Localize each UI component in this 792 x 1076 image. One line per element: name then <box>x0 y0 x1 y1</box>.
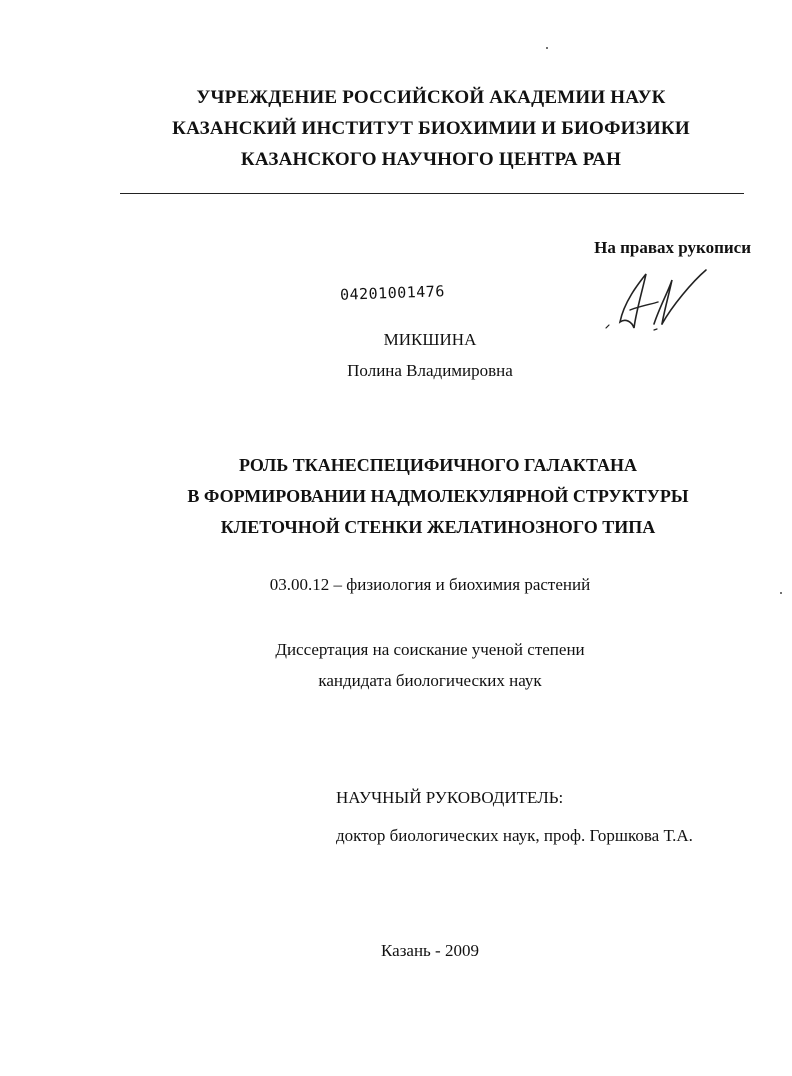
institution-header <box>0 82 792 175</box>
thesis-title-line-1: РОЛЬ ТКАНЕСПЕЦИФИЧНОГО ГАЛАКТАНА <box>238 455 638 475</box>
header-divider <box>120 193 744 194</box>
registration-number: 04201001476 <box>339 282 446 304</box>
city-year: Казань - 2009 <box>381 941 479 960</box>
degree-statement <box>0 634 792 696</box>
supervisor-label: НАУЧНЫЙ РУКОВОДИТЕЛЬ: <box>336 788 564 807</box>
degree-line-1: Диссертация на соискание ученой степени <box>275 640 585 659</box>
author-given-names: Полина Владимировна <box>347 361 513 380</box>
institution-line-2: КАЗАНСКИЙ ИНСТИТУТ БИОХИМИИ И БИОФИЗИКИ <box>172 118 690 139</box>
institution-line-3: КАЗАНСКОГО НАУЧНОГО ЦЕНТРА РАН <box>240 149 622 170</box>
thesis-title-line-2: В ФОРМИРОВАНИИ НАДМОЛЕКУЛЯРНОЙ СТРУКТУРЫ <box>187 486 689 506</box>
degree-line-2: кандидата биологических наук <box>318 671 542 690</box>
supervisor-name: доктор биологических наук, проф. Горшкова Т.А. <box>336 826 693 845</box>
author-surname: МИКШИНА <box>383 330 477 349</box>
specialty-code: 03.00.12 – физиология и биохимия растений <box>269 575 591 594</box>
thesis-title <box>0 450 792 543</box>
manuscript-note: На правах рукописи <box>594 238 751 257</box>
institution-line-1: УЧРЕЖДЕНИЕ РОССИЙСКОЙ АКАДЕМИИ НАУК <box>196 87 666 108</box>
thesis-title-line-3: КЛЕТОЧНОЙ СТЕНКИ ЖЕЛАТИНОЗНОГО ТИПА <box>220 517 656 537</box>
scan-speck <box>546 47 548 49</box>
